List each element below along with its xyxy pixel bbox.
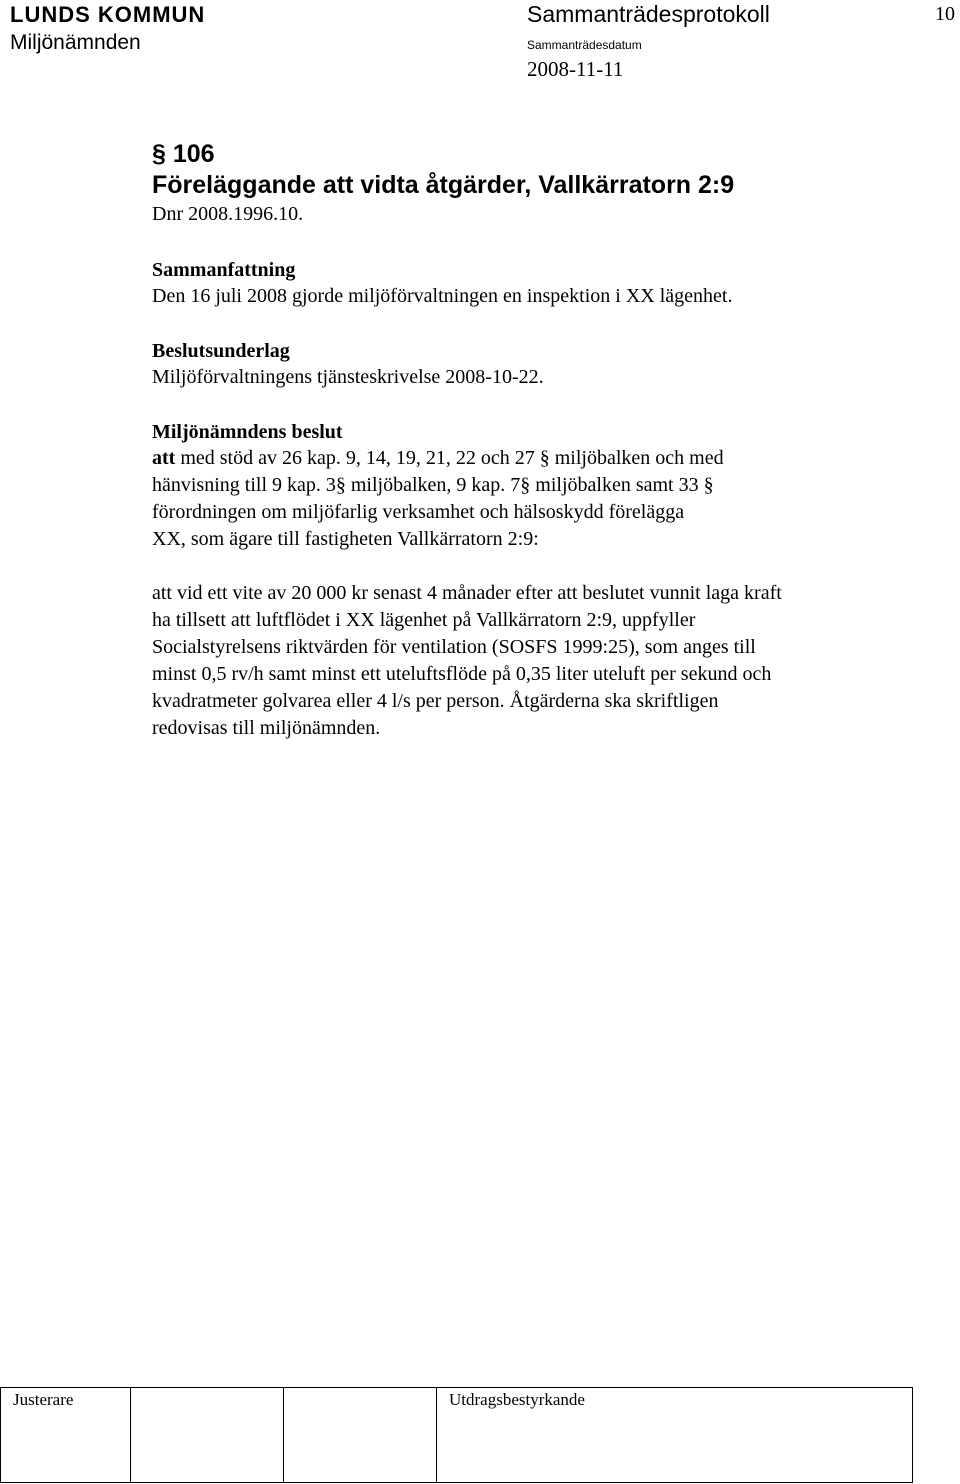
justerare-sign-cell-1 <box>131 1388 284 1483</box>
justerare-sign-cell-2 <box>284 1388 437 1483</box>
decision-intro-line-4: XX, som ägare till fastigheten Vallkärratorn 2:9: <box>152 528 539 550</box>
meeting-date-label: Sammanträdesdatum <box>527 38 642 52</box>
meeting-date: 2008-11-11 <box>527 57 624 81</box>
decision-body-line: kvadratmeter golvarea eller 4 l/s per person. Åtgärderna ska skriftligen <box>152 690 719 712</box>
basis-text: Miljöförvaltningens tjänsteskrivelse 2008-10-22. <box>152 366 544 388</box>
decision-body-line: redovisas till miljönämnden. <box>152 717 381 739</box>
decision-body-line: ha tillsett att luftflödet i XX lägenhet på Vallkärratorn 2:9, uppfyller <box>152 609 696 631</box>
signature-table <box>0 1387 913 1483</box>
basis-heading: Beslutsunderlag <box>152 340 290 362</box>
diary-number: Dnr 2008.1996.10. <box>152 203 304 225</box>
decision-heading: Miljönämndens beslut <box>152 421 343 443</box>
justerare-cell <box>1 1388 131 1483</box>
decision-body-line: minst 0,5 rv/h samt minst ett uteluftsflöde på 0,35 liter uteluft per sekund och <box>152 663 772 685</box>
section-number <box>152 140 215 169</box>
summary-heading: Sammanfattning <box>152 259 296 281</box>
section-number-value: 106 <box>172 140 215 168</box>
utdrag-label: Utdragsbestyrkande <box>449 1390 585 1409</box>
decision-intro-line-2: hänvisning till 9 kap. 3§ miljöbalken, 9 kap. 7§ miljöbalken samt 33 § <box>152 474 714 496</box>
decision-intro-line-3: förordningen om miljöfarlig verksamhet och hälsoskydd förelägga <box>152 501 685 523</box>
decision-intro-line-1 <box>152 447 724 470</box>
department-name: Miljönämnden <box>10 31 141 54</box>
summary-text: Den 16 juli 2008 gjorde miljöförvaltningen en inspektion i XX lägenhet. <box>152 285 733 307</box>
organization-name: LUNDS KOMMUN <box>10 2 206 27</box>
document-type: Sammanträdesprotokoll <box>527 1 770 27</box>
page-number: 10 <box>935 3 955 25</box>
decision-intro-line-1-text: med stöd av 26 kap. 9, 14, 19, 21, 22 och 27 § miljöbalken och med <box>175 447 724 469</box>
section-title: Föreläggande att vidta åtgärder, Vallkärratorn 2:9 <box>152 171 735 199</box>
utdrag-cell <box>437 1388 913 1483</box>
decision-body-line: att vid ett vite av 20 000 kr senast 4 månader efter att beslutet vunnit laga kraft <box>152 582 782 604</box>
decision-body-line: Socialstyrelsens riktvärden för ventilation (SOSFS 1999:25), som anges till <box>152 636 756 658</box>
justerare-label: Justerare <box>13 1390 74 1409</box>
section-symbol: § <box>152 140 166 168</box>
decision-att: att <box>152 447 176 469</box>
